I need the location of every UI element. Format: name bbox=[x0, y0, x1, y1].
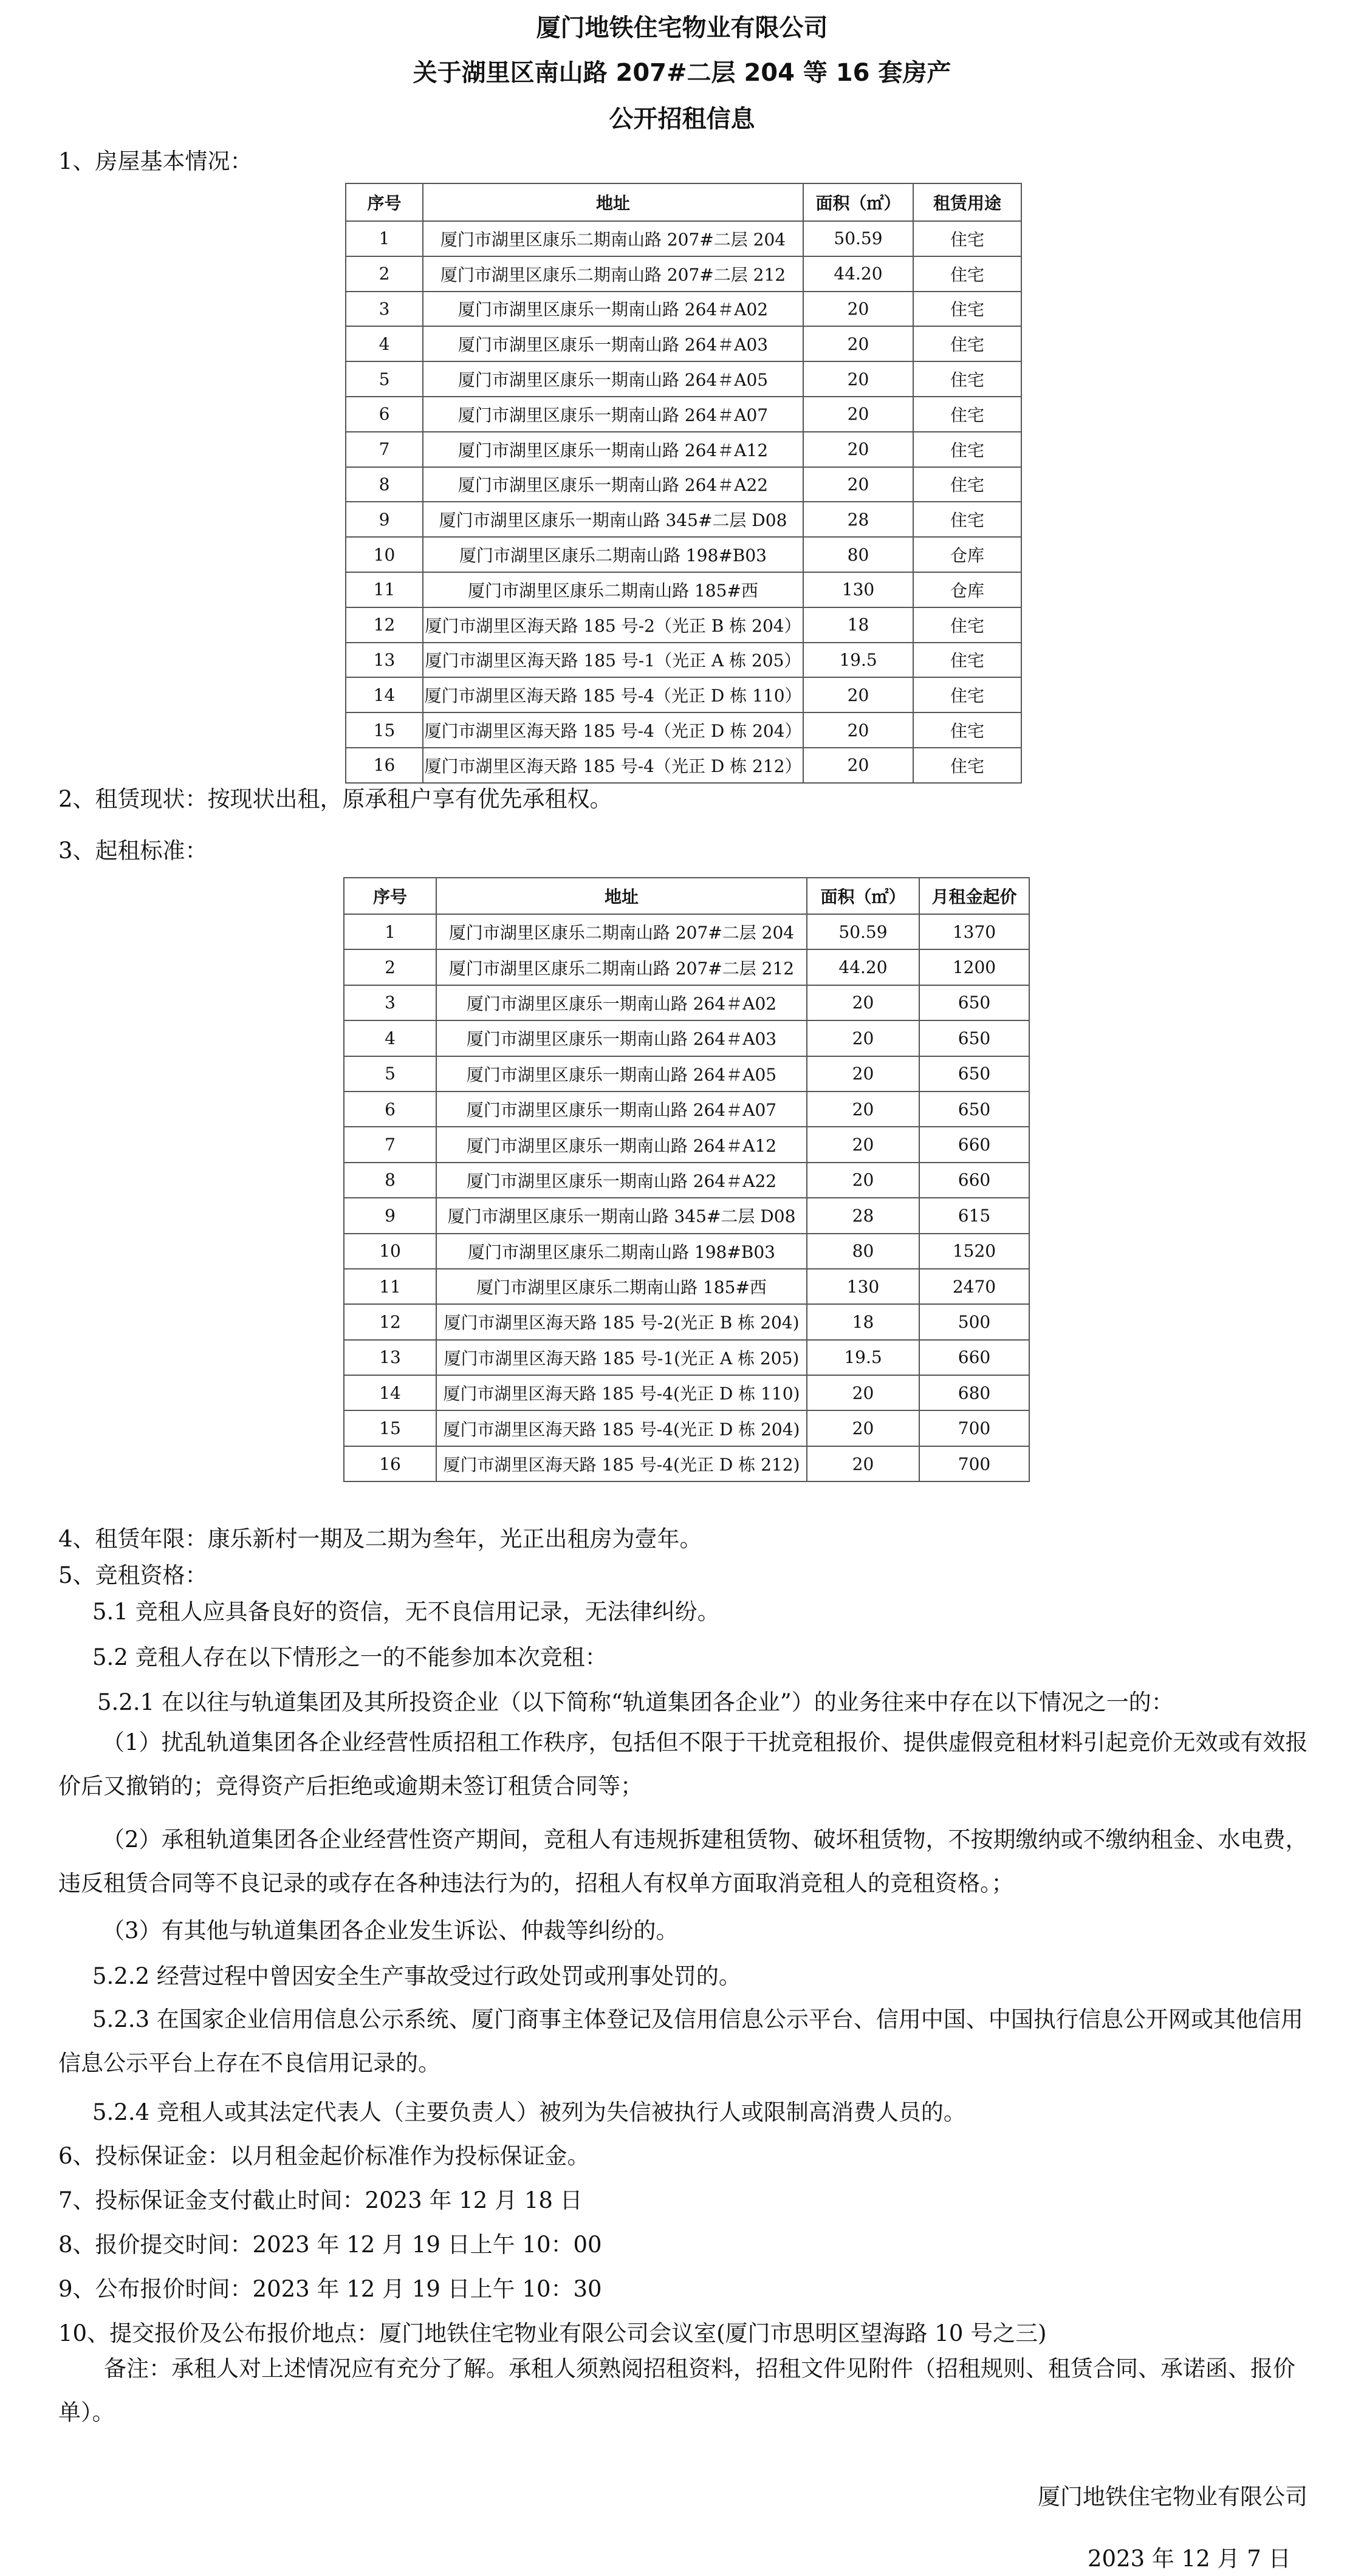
table-cell: 1 bbox=[344, 914, 436, 949]
table-cell: 28 bbox=[803, 502, 913, 537]
column-header: 租赁用途 bbox=[913, 183, 1021, 221]
footer-date: 2023 年 12 月 7 日 bbox=[1088, 2546, 1291, 2572]
table-cell: 住宅 bbox=[913, 502, 1021, 537]
table-cell: 住宅 bbox=[913, 467, 1021, 502]
table-row bbox=[346, 361, 1021, 397]
table-cell: 650 bbox=[919, 1056, 1029, 1092]
table-cell: 16 bbox=[346, 748, 423, 783]
table-cell: 住宅 bbox=[913, 221, 1021, 256]
table-cell: 厦门市湖里区海天路 185 号-4（光正 D 栋 110） bbox=[423, 677, 803, 712]
clause-item-1: （1）扰乱轨道集团各企业经营性质招租工作秩序，包括但不限于干扰竞租报价、提供虚假竞租材料引起竞价无效或有效报价后又撤销的；竞得资产后拒绝或逾期未签订租赁合同等； bbox=[58, 1729, 1308, 1799]
table-cell: 6 bbox=[344, 1092, 436, 1127]
table-cell: 20 bbox=[803, 326, 913, 361]
table-cell: 厦门市湖里区康乐二期南山路 185#西 bbox=[436, 1269, 807, 1304]
table-cell: 18 bbox=[803, 607, 913, 643]
column-header: 地址 bbox=[423, 183, 803, 221]
table-cell: 130 bbox=[807, 1269, 919, 1304]
table-cell: 住宅 bbox=[913, 643, 1021, 678]
table-cell: 20 bbox=[807, 1446, 919, 1481]
table-row bbox=[346, 432, 1021, 467]
table-cell: 厦门市湖里区海天路 185 号-4（光正 D 栋 212） bbox=[423, 748, 803, 783]
table-row bbox=[344, 949, 1029, 985]
table-cell: 10 bbox=[346, 537, 423, 572]
remark-note: 备注：承租人对上述情况应有充分了解。承租人须熟阅招租资料，招租文件见附件（招租规则、租赁合同、承诺函、报价单）。 bbox=[58, 2356, 1295, 2425]
table-cell: 13 bbox=[344, 1340, 436, 1375]
table-row bbox=[346, 256, 1021, 292]
table-cell: 50.59 bbox=[807, 914, 919, 949]
table-row bbox=[346, 607, 1021, 643]
table-row bbox=[344, 1340, 1029, 1375]
table-header-row bbox=[346, 183, 1021, 221]
table-cell: 厦门市湖里区康乐一期南山路 345#二层 D08 bbox=[423, 502, 803, 537]
table-cell: 80 bbox=[803, 537, 913, 572]
table-cell: 厦门市湖里区海天路 185 号-1(光正 A 栋 205) bbox=[436, 1340, 807, 1375]
company-title: 厦门地铁住宅物业有限公司 bbox=[536, 14, 828, 42]
table-cell: 680 bbox=[919, 1375, 1029, 1410]
table-cell: 厦门市湖里区康乐二期南山路 207#二层 204 bbox=[436, 914, 807, 949]
table-cell: 厦门市湖里区海天路 185 号-1（光正 A 栋 205） bbox=[423, 643, 803, 678]
table-cell: 厦门市湖里区康乐一期南山路 345#二层 D08 bbox=[436, 1198, 807, 1233]
section-9-publish-time: 9、公布报价时间：2023 年 12 月 19 日上午 10：30 bbox=[58, 2276, 602, 2302]
clause-5-2: 5.2 竞租人存在以下情形之一的不能参加本次竞租： bbox=[92, 1644, 608, 1670]
table-cell: 20 bbox=[803, 361, 913, 397]
table-row bbox=[346, 326, 1021, 361]
table-cell: 20 bbox=[803, 292, 913, 327]
table-row bbox=[344, 1446, 1029, 1481]
table-row bbox=[346, 712, 1021, 748]
table-cell: 住宅 bbox=[913, 677, 1021, 712]
section-7-deadline: 7、投标保证金支付截止时间：2023 年 12 月 18 日 bbox=[58, 2187, 583, 2213]
table-row bbox=[344, 914, 1029, 949]
table-cell: 14 bbox=[344, 1375, 436, 1410]
table-cell: 5 bbox=[346, 361, 423, 397]
table-row bbox=[346, 292, 1021, 327]
section-8-submit-time: 8、报价提交时间：2023 年 12 月 19 日上午 10：00 bbox=[58, 2232, 602, 2258]
table-row bbox=[344, 985, 1029, 1020]
table-cell: 厦门市湖里区康乐一期南山路 264＃A05 bbox=[436, 1056, 807, 1092]
table-cell: 住宅 bbox=[913, 397, 1021, 432]
table-cell: 12 bbox=[344, 1304, 436, 1339]
table-row bbox=[344, 1375, 1029, 1410]
table-cell: 650 bbox=[919, 1092, 1029, 1127]
table-row bbox=[346, 643, 1021, 678]
table-header-row bbox=[344, 878, 1029, 914]
table-cell: 12 bbox=[346, 607, 423, 643]
table-cell: 19.5 bbox=[803, 643, 913, 678]
notice-subject: 关于湖里区南山路 207#二层 204 等 16 套房产 bbox=[413, 59, 951, 87]
table-cell: 住宅 bbox=[913, 748, 1021, 783]
table-cell: 10 bbox=[344, 1234, 436, 1269]
table-cell: 20 bbox=[803, 748, 913, 783]
table-row bbox=[346, 572, 1021, 607]
table-cell: 厦门市湖里区康乐一期南山路 264＃A05 bbox=[423, 361, 803, 397]
table-cell: 20 bbox=[807, 1410, 919, 1446]
table-row bbox=[346, 677, 1021, 712]
table-row bbox=[346, 221, 1021, 256]
table-cell: 130 bbox=[803, 572, 913, 607]
table-cell: 650 bbox=[919, 985, 1029, 1020]
table-cell: 7 bbox=[344, 1127, 436, 1162]
table-cell: 厦门市湖里区康乐一期南山路 264＃A22 bbox=[436, 1163, 807, 1198]
table-cell: 20 bbox=[803, 712, 913, 748]
table-cell: 9 bbox=[346, 502, 423, 537]
table-cell: 20 bbox=[807, 1375, 919, 1410]
table-row bbox=[344, 1163, 1029, 1198]
table-row bbox=[346, 537, 1021, 572]
table-cell: 20 bbox=[807, 985, 919, 1020]
table-row bbox=[344, 1127, 1029, 1162]
table-cell: 650 bbox=[919, 1020, 1029, 1056]
table-cell: 厦门市湖里区康乐一期南山路 264＃A07 bbox=[423, 397, 803, 432]
table-row bbox=[346, 467, 1021, 502]
table-cell: 7 bbox=[346, 432, 423, 467]
table-cell: 厦门市湖里区康乐二期南山路 198#B03 bbox=[423, 537, 803, 572]
table-cell: 5 bbox=[344, 1056, 436, 1092]
table-cell: 1520 bbox=[919, 1234, 1029, 1269]
table-row bbox=[346, 397, 1021, 432]
table-cell: 11 bbox=[346, 572, 423, 607]
table-cell: 15 bbox=[344, 1410, 436, 1446]
table-cell: 3 bbox=[346, 292, 423, 327]
table-cell: 20 bbox=[803, 397, 913, 432]
table-row bbox=[344, 1234, 1029, 1269]
table-row bbox=[344, 1092, 1029, 1127]
table-cell: 住宅 bbox=[913, 326, 1021, 361]
table-cell: 2 bbox=[346, 256, 423, 292]
table-row bbox=[346, 502, 1021, 537]
table-cell: 厦门市湖里区康乐一期南山路 264＃A02 bbox=[436, 985, 807, 1020]
table-cell: 厦门市湖里区海天路 185 号-2(光正 B 栋 204) bbox=[436, 1304, 807, 1339]
table-cell: 住宅 bbox=[913, 712, 1021, 748]
table-cell: 厦门市湖里区康乐一期南山路 264＃A12 bbox=[436, 1127, 807, 1162]
clause-item-2: （2）承租轨道集团各企业经营性资产期间，竞租人有违规拆建租赁物、破坏租赁物，不按期缴纳或不缴纳租金、水电费，违反租赁合同等不良记录的或存在各种违法行为的，招租人有权单方面取消竞租人的竞租资格。； bbox=[58, 1826, 1308, 1896]
column-header: 面积（㎡） bbox=[803, 183, 913, 221]
table-cell: 20 bbox=[807, 1020, 919, 1056]
table-cell: 厦门市湖里区康乐二期南山路 207#二层 204 bbox=[423, 221, 803, 256]
table-cell: 3 bbox=[344, 985, 436, 1020]
clause-5-2-1: 5.2.1 在以往与轨道集团及其所投资企业（以下简称“轨道集团各企业”）的业务往来中存在以下情况之一的： bbox=[97, 1689, 1174, 1715]
table-cell: 厦门市湖里区康乐二期南山路 207#二层 212 bbox=[436, 949, 807, 985]
table-cell: 20 bbox=[803, 677, 913, 712]
column-header: 面积（㎡） bbox=[807, 878, 919, 914]
table-cell: 住宅 bbox=[913, 361, 1021, 397]
table-cell: 1 bbox=[346, 221, 423, 256]
table-cell: 6 bbox=[346, 397, 423, 432]
table-cell: 20 bbox=[803, 467, 913, 502]
table-row bbox=[344, 1056, 1029, 1092]
property-table bbox=[345, 183, 1022, 784]
table-cell: 厦门市湖里区海天路 185 号-4(光正 D 栋 110) bbox=[436, 1375, 807, 1410]
section-4-term: 4、租赁年限：康乐新村一期及二期为叁年，光正出租房为壹年。 bbox=[58, 1526, 702, 1552]
table-cell: 2470 bbox=[919, 1269, 1029, 1304]
table-row bbox=[344, 1410, 1029, 1446]
section-1-heading: 1、房屋基本情况： bbox=[58, 148, 253, 174]
table-cell: 住宅 bbox=[913, 292, 1021, 327]
table-cell: 615 bbox=[919, 1198, 1029, 1233]
table-cell: 厦门市湖里区海天路 185 号-4(光正 D 栋 212) bbox=[436, 1446, 807, 1481]
column-header: 月租金起价 bbox=[919, 878, 1029, 914]
table-cell: 1200 bbox=[919, 949, 1029, 985]
table-cell: 8 bbox=[346, 467, 423, 502]
table-cell: 700 bbox=[919, 1446, 1029, 1481]
table-cell: 2 bbox=[344, 949, 436, 985]
table-cell: 1370 bbox=[919, 914, 1029, 949]
table-cell: 厦门市湖里区康乐二期南山路 207#二层 212 bbox=[423, 256, 803, 292]
table-cell: 住宅 bbox=[913, 432, 1021, 467]
clause-5-1: 5.1 竞租人应具备良好的资信，无不良信用记录，无法律纠纷。 bbox=[92, 1599, 720, 1625]
table-cell: 厦门市湖里区海天路 185 号-2（光正 B 栋 204） bbox=[423, 607, 803, 643]
section-2-status: 2、租赁现状：按现状出租，原承租户享有优先承租权。 bbox=[58, 786, 612, 812]
table-cell: 厦门市湖里区海天路 185 号-4（光正 D 栋 204） bbox=[423, 712, 803, 748]
table-cell: 厦门市湖里区康乐一期南山路 264＃A03 bbox=[423, 326, 803, 361]
table-cell: 20 bbox=[807, 1163, 919, 1198]
rent-table bbox=[343, 877, 1030, 1482]
table-row bbox=[344, 1269, 1029, 1304]
table-cell: 厦门市湖里区康乐一期南山路 264＃A02 bbox=[423, 292, 803, 327]
table-cell: 20 bbox=[807, 1092, 919, 1127]
table-cell: 仓库 bbox=[913, 572, 1021, 607]
section-10-location: 10、提交报价及公布报价地点：厦门地铁住宅物业有限公司会议室(厦门市思明区望海路 10 号之三) bbox=[58, 2320, 1047, 2346]
table-cell: 厦门市湖里区康乐一期南山路 264＃A03 bbox=[436, 1020, 807, 1056]
table-cell: 19.5 bbox=[807, 1340, 919, 1375]
table-cell: 15 bbox=[346, 712, 423, 748]
table-cell: 厦门市湖里区康乐一期南山路 264＃A07 bbox=[436, 1092, 807, 1127]
table-row bbox=[344, 1304, 1029, 1339]
table-cell: 4 bbox=[344, 1020, 436, 1056]
table-row bbox=[344, 1020, 1029, 1056]
table-cell: 11 bbox=[344, 1269, 436, 1304]
table-row bbox=[346, 748, 1021, 783]
table-cell: 660 bbox=[919, 1127, 1029, 1162]
table-cell: 住宅 bbox=[913, 256, 1021, 292]
table-row bbox=[344, 1198, 1029, 1233]
table-cell: 18 bbox=[807, 1304, 919, 1339]
table-cell: 500 bbox=[919, 1304, 1029, 1339]
section-3-heading: 3、起租标准： bbox=[58, 838, 208, 864]
section-6-deposit: 6、投标保证金：以月租金起价标准作为投标保证金。 bbox=[58, 2143, 590, 2169]
table-cell: 20 bbox=[803, 432, 913, 467]
table-cell: 660 bbox=[919, 1163, 1029, 1198]
table-cell: 9 bbox=[344, 1198, 436, 1233]
clause-5-2-3: 5.2.3 在国家企业信用信息公示系统、厦门商事主体登记及信用信息公示平台、信用中国、中国执行信息公开网或其他信用信息公示平台上存在不良信用记录的。 bbox=[58, 2006, 1303, 2076]
table-cell: 住宅 bbox=[913, 607, 1021, 643]
table-cell: 14 bbox=[346, 677, 423, 712]
notice-type: 公开招租信息 bbox=[609, 105, 755, 133]
table-cell: 660 bbox=[919, 1340, 1029, 1375]
table-cell: 厦门市湖里区康乐二期南山路 198#B03 bbox=[436, 1234, 807, 1269]
table-cell: 厦门市湖里区康乐一期南山路 264＃A22 bbox=[423, 467, 803, 502]
table-cell: 厦门市湖里区康乐一期南山路 264＃A12 bbox=[423, 432, 803, 467]
table-cell: 44.20 bbox=[807, 949, 919, 985]
clause-item-3: （3）有其他与轨道集团各企业发生诉讼、仲裁等纠纷的。 bbox=[102, 1918, 679, 1944]
table-cell: 28 bbox=[807, 1198, 919, 1233]
table-cell: 16 bbox=[344, 1446, 436, 1481]
table-cell: 厦门市湖里区康乐二期南山路 185#西 bbox=[423, 572, 803, 607]
footer-company: 厦门地铁住宅物业有限公司 bbox=[1038, 2484, 1307, 2510]
table-cell: 厦门市湖里区海天路 185 号-4(光正 D 栋 204) bbox=[436, 1410, 807, 1446]
table-cell: 4 bbox=[346, 326, 423, 361]
table-cell: 8 bbox=[344, 1163, 436, 1198]
column-header: 序号 bbox=[346, 183, 423, 221]
table-cell: 20 bbox=[807, 1056, 919, 1092]
table-cell: 80 bbox=[807, 1234, 919, 1269]
table-cell: 20 bbox=[807, 1127, 919, 1162]
column-header: 地址 bbox=[436, 878, 807, 914]
column-header: 序号 bbox=[344, 878, 436, 914]
table-cell: 仓库 bbox=[913, 537, 1021, 572]
clause-5-2-4: 5.2.4 竞租人或其法定代表人（主要负责人）被列为失信被执行人或限制高消费人员的。 bbox=[92, 2099, 966, 2125]
table-cell: 50.59 bbox=[803, 221, 913, 256]
clause-5-2-2: 5.2.2 经营过程中曾因安全生产事故受过行政处罚或刑事处罚的。 bbox=[92, 1963, 741, 1989]
section-5-heading: 5、竞租资格： bbox=[58, 1562, 208, 1588]
table-cell: 13 bbox=[346, 643, 423, 678]
table-cell: 700 bbox=[919, 1410, 1029, 1446]
table-cell: 44.20 bbox=[803, 256, 913, 292]
